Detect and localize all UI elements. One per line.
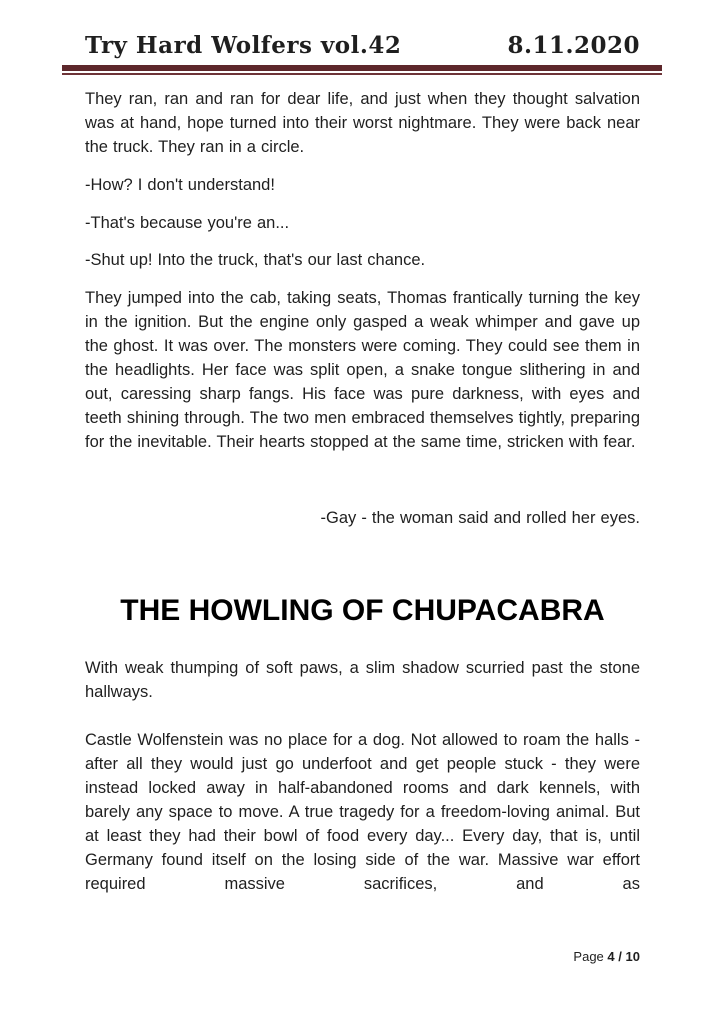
header-rule-divider [62,65,662,75]
page-number-current: 4 [607,949,615,964]
page-number [607,949,640,964]
dialogue-line-woman: -Gay - the woman said and rolled her eyes. [320,508,640,527]
document-header [85,32,640,75]
paragraph-truck-cab: They jumped into the cab, taking seats, Thomas frantically turning the key in the ignition. But the engine only gasped a weak whimper and gave up the ghost. It was over. The monsters were coming. They could see them in the headlights. Her face was split open, a snake tongue slithering in and out, caressing sharp fangs. His face was pure darkness, with eyes and teeth shining through. The two men embraced themselves tightly, preparing for the inevitable. Their hearts stopped at the same time, stricken with fear. [85,288,640,451]
dialogue-line-shut-up: -Shut up! Into the truck, that's our last chance. [85,251,426,269]
document-body [85,87,640,896]
header-row [85,32,640,60]
dialogue-line-because: -That's because you're an... [85,213,290,232]
paragraph-castle-wolfenstein: Castle Wolfenstein was no place for a dog. Not allowed to roam the halls - after all they would just go underfoot and get people stuck - they were instead locked away in half-abandoned rooms and dark kennels, with barely any space to move. A true tragedy for a freedom-loving animal. But at least they had their bowl of food every day... Every day, that is, until Germany found itself on the losing side of the war. Massive war effort required massive sacrifices, and as [85,730,640,893]
paragraph-escape-circle: They ran, ran and ran for dear life, and just when they thought salvation was at hand, hope turned into their worst nightmare. They were back near the truck. They ran in a circle. [85,90,640,156]
page-footer [573,949,640,965]
page-number-separator: / [618,949,622,964]
header-date: 8.11.2020 [507,32,640,59]
header-title: Try Hard Wolfers vol.42 [85,32,402,59]
page-footer-label: Page [573,949,604,964]
story-title: THE HOWLING OF CHUPACABRA [120,593,605,627]
paragraph-soft-paws: With weak thumping of soft paws, a slim shadow scurried past the stone hallways. [85,658,640,701]
page-number-total: 10 [625,949,640,964]
dialogue-line-how: -How? I don't understand! [85,176,275,194]
